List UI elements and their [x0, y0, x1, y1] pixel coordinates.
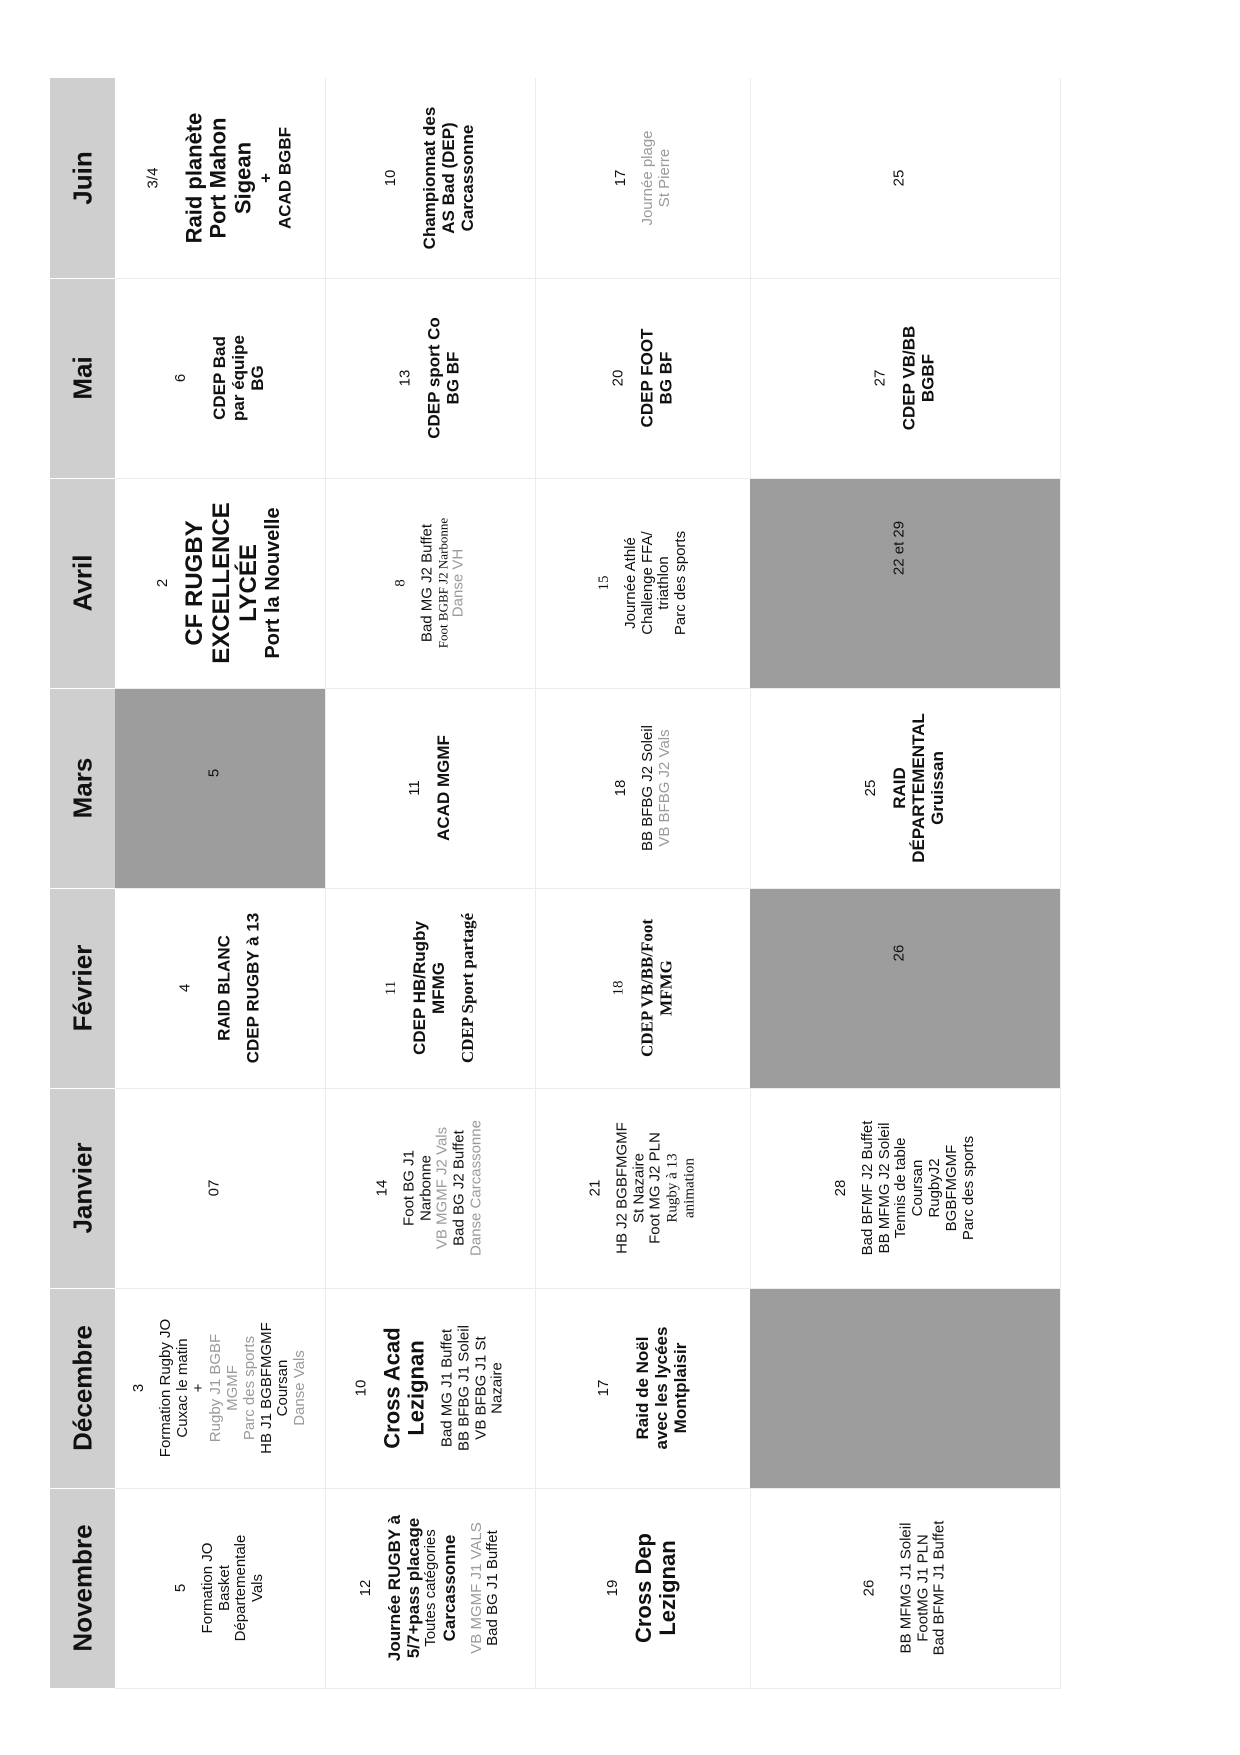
cell-avril-week4-shaded: 22 et 29: [750, 478, 1061, 689]
month-header-mars: Mars: [50, 688, 115, 889]
cell-juin-week2: 10 Championnat des AS Bad (DEP) Carcassonne: [325, 78, 536, 279]
month-header-janvier: Janvier: [50, 1088, 115, 1289]
cell-novembre-week4: 26 BB MFMG J1 Soleil FootMG J1 PLN Bad BFMF J1 Buffet: [750, 1488, 1061, 1689]
cell-mars-week2: 11 ACAD MGMF: [325, 688, 536, 889]
cell-avril-week1: 2 CF RUGBY EXCELLENCE LYCÉE Port la Nouvelle: [115, 478, 326, 689]
cell-janvier-week2: 14 Foot BG J1 Narbonne VB MGMF J2 Vals Bad BG J2 Buffet Danse Carcassonne: [325, 1088, 536, 1289]
cell-novembre-week3: 19 Cross Dep Lezignan: [535, 1488, 751, 1689]
cell-decembre-week2: 10 Cross Acad Lezignan Bad MG J1 Buffet BB BFBG J1 Soleil VB BFBG J1 St Nazaire: [325, 1288, 536, 1489]
month-header-fevrier: Février: [50, 888, 115, 1089]
cell-mai-week1: 6 CDEP Bad par équipe BG: [115, 278, 326, 479]
cell-mars-week3: 18 BB BFBG J2 Soleil VB BFBG J2 Vals: [535, 688, 751, 889]
cell-mars-week4: 25 RAID DÉPARTEMENTAL Gruissan: [750, 688, 1061, 889]
cell-mai-week3: 20 CDEP FOOT BG BF: [535, 278, 751, 479]
calendar-table: [50, 78, 1060, 1688]
cell-juin-week1: 3/4 Raid planète Port Mahon Sigean + ACAD BGBF: [115, 78, 326, 279]
cell-janvier-week4: 28 Bad BFMF J2 Buffet BB MFMG J2 Soleil Tennis de table Coursan RugbyJ2 BGBFMGMF Parc des sports: [750, 1088, 1061, 1289]
cell-avril-week2: 8 Bad MG J2 Buffet Foot BGBF J2 Narbonne Danse VH: [325, 478, 536, 689]
month-header-novembre: Novembre: [50, 1488, 115, 1689]
cell-juin-week4: 25: [750, 78, 1061, 279]
month-header-juin: Juin: [50, 78, 115, 279]
cell-janvier-week3: 21 HB J2 BGBFMGMF St Nazaire Foot MG J2 PLN Rugby à 13 animation: [535, 1088, 751, 1289]
cell-mars-week1-shaded: 5: [115, 688, 326, 889]
cell-fevrier-week1: 4 RAID BLANC CDEP RUGBY à 13: [115, 888, 326, 1089]
cell-fevrier-week2: 11 CDEP HB/Rugby MFMG CDEP Sport partagé: [325, 888, 536, 1089]
cell-novembre-week1: 5 Formation JO Basket Départementale Vals: [115, 1488, 326, 1689]
cell-juin-week3: 17 Journée plage St Pierre: [535, 78, 751, 279]
cell-mai-week4: 27 CDEP VB/BB BGBF: [750, 278, 1061, 479]
cell-avril-week3: 15 Journée Athlé Challenge FFA/ triathlon Parc des sports: [535, 478, 751, 689]
month-header-mai: Mai: [50, 278, 115, 479]
cell-fevrier-week4-shaded: 26: [750, 888, 1061, 1089]
cell-decembre-week3: 17 Raid de Noël avec les lycées Montplaisir: [535, 1288, 751, 1489]
cell-mai-week2: 13 CDEP sport Co BG BF: [325, 278, 536, 479]
month-header-decembre: Décembre: [50, 1288, 115, 1489]
cell-decembre-week4-shaded: [750, 1288, 1061, 1489]
cell-novembre-week2: 12 Journée RUGBY à 5/7+pass placage Toutes catégories Carcassonne VB MGMF J1 VALS Bad BG J1 Buffet: [325, 1488, 536, 1689]
cell-janvier-week1: 07: [115, 1088, 326, 1289]
month-header-avril: Avril: [50, 478, 115, 689]
cell-decembre-week1: 3 Formation Rugby JO Cuxac le matin + Rugby J1 BGBF MGMF Parc des sports HB J1 BGBFMGMF Coursan Danse Vals: [115, 1288, 326, 1489]
cell-fevrier-week3: 18 CDEP VB/BB/Foot MFMG: [535, 888, 751, 1089]
